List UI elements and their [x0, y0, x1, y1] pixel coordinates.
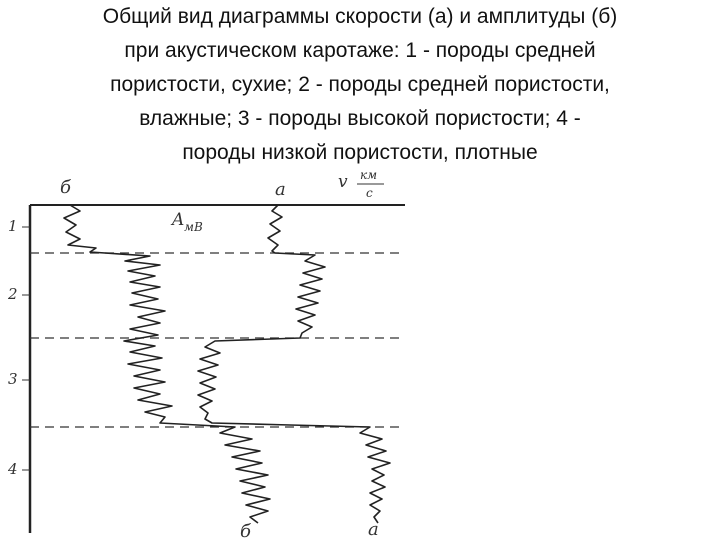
- amplitude-label: A: [172, 210, 185, 230]
- curve-a-label-top: а: [275, 179, 286, 200]
- slide-title: [20, 0, 700, 170]
- velocity-label: v: [338, 172, 348, 192]
- curve-a-label-bottom: а: [368, 519, 379, 540]
- velocity-unit-denominator: с: [366, 186, 373, 200]
- curve-b-label-bottom: б: [240, 521, 251, 540]
- curve-b-label-top: б: [60, 177, 71, 198]
- zone-label-4: 4: [8, 460, 18, 478]
- amplitude-unit: мВ: [184, 220, 203, 234]
- zone-label-1: 1: [8, 217, 18, 235]
- title-line-1: Общий вид диаграммы скорости (а) и амплитуды (б): [102, 5, 618, 28]
- zone-label-3: 3: [8, 370, 18, 388]
- title-line-4: влажные; 3 - породы высокой пористости; 4 -: [139, 107, 581, 130]
- title-line-2: при акустическом каротаже: 1 - породы средней: [124, 39, 596, 62]
- zone-label-2: 2: [8, 285, 18, 303]
- acoustic-log-diagram: [0, 165, 420, 540]
- title-line-5: породы низкой пористости, плотные: [182, 141, 538, 164]
- title-line-3: пористости, сухие; 2 - породы средней пористости,: [110, 73, 610, 96]
- velocity-unit-numerator: км: [360, 168, 378, 182]
